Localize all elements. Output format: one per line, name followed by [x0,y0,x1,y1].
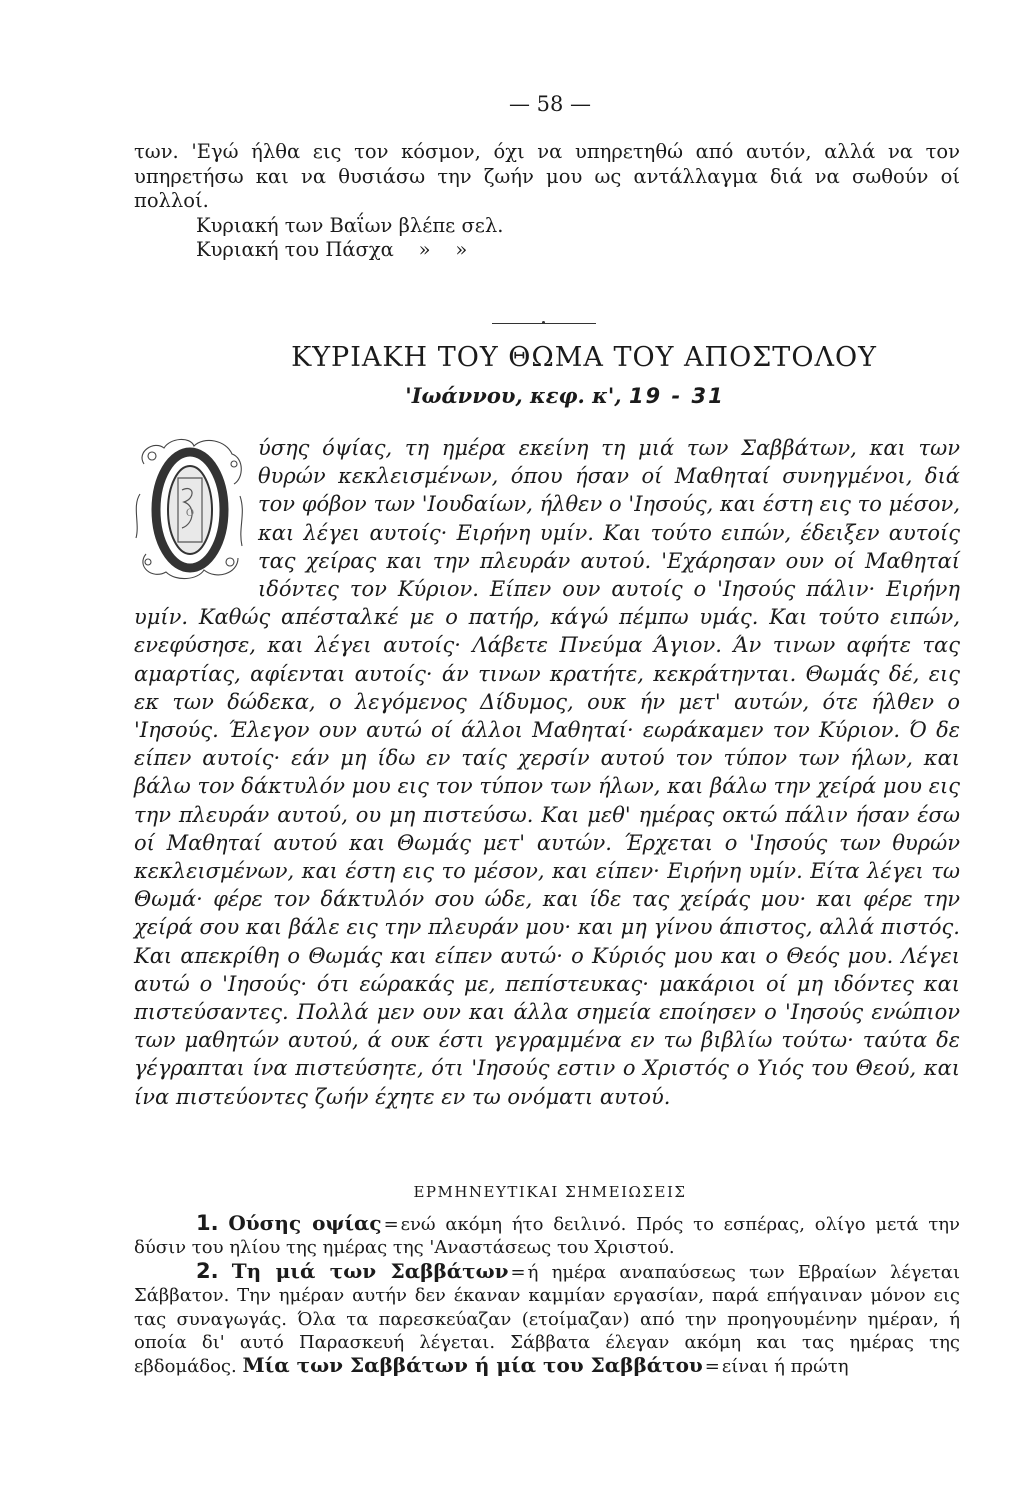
note-text: ή ημέρα αναπαύσεως των Εβραίων λέγεται Σάββατον. Την ημέραν αυτήν δεν έκαναν καμμίαν εργασίαν, παρά επήγαιναν μόνον εις τας συναγωγάς. Όλα τα παρεσκεύαζαν (ετοίμαζαν) από την προηγουμένην ημέραν, ή οποία δι' αυτό Παρασκευή λέγεται. Σάββατα έλεγαν ακόμη και τας ημέρας της εβδομάδος. [134,1261,960,1378]
section-title: ΚΥΡΙΑΚΗ ΤΟΥ ΘΩΜΑ ΤΟΥ ΑΠΟΣΤΟΛΟΥ [291,342,877,373]
note-term: Τη μιά των Σαββάτων [231,1258,509,1283]
note-text: ενώ ακόμη ήτο δειλινό. Πρός το εσπέρας, ολίγο μετά την δύσιν του ηλίου της ημέρας της 'Αναστάσεως του Χριστού. [134,1214,961,1259]
note-term-secondary: Μία των Σαββάτων ή μία του Σαββάτου [242,1353,703,1378]
drop-initial-letter: Ο [185,508,195,519]
explanatory-notes [134,1212,960,1379]
note-item: 2. Τη μιά των Σαββάτων = ή ημέρα αναπαύσεως των Εβραίων λέγεται Σάββατον. Την ημέραν αυτήν δεν έκαναν καμμίαν εργασίαν, παρά επήγαιναν μόνον εις τας συναγωγάς. Όλα τα παρεσκεύαζαν (ετοίμαζαν) από την προηγουμένην ημέραν, ή οποία δι' αυτό Παρασκευή λέγεται. Σάββατα έλεγαν ακόμη και τας ημέρας της εβδομάδος. Μία των Σαββάτων ή μία του Σαββάτου = είναι ή πρώτη [134,1258,960,1378]
section-divider [492,323,596,324]
note-number: 1. [196,1211,219,1235]
gospel-text: ύσης όψίας, τη ημέρα εκείνη τη μιά των Σαββάτων, και των θυρών κεκλεισμένων, όπου ήσαν οί Μαθηταί συνηγμένοι, διά τον φόβον των 'Ιουδαίων, ήλθεν ο 'Ιησούς, και έστη εις το μέσον, και λέγει αυτοίς· Ειρήνη υμίν. Και τούτο ειπών, έδειξεν αυτοίς τας χείρας και την πλευράν αυτού. 'Εχάρησαν ουν οί Μαθηταί ιδόντες τον Κύριον. Είπεν ουν αυτοίς ο 'Ιησούς πάλιν· Ειρήνη υμίν. Καθώς απέσταλκέ με ο πατήρ, κάγώ πέμπω υμάς. Και τούτο ειπών, ενεφύσησε, και λέγει αυτοίς· Λάβετε Πνεύμα Άγιον. Άν τινων αφήτε τας αμαρτίας, αφίενται αυτοίς· άν τινων κρατήτε, κεκράτηνται. Θωμάς δέ, εις εκ των δώδεκα, ο λεγόμενος Δίδυμος, ουκ ήν μετ' αυτών, ότε ήλθεν ο 'Ιησούς. Έλεγον ουν αυτώ οί άλλοι Μαθηταί· εωράκαμεν τον Κύριον. Ό δε είπεν αυτοίς· εάν μη ίδω εν ταίς χερσίν αυτού τον τύπον των ήλων, και βάλω τον δάκτυλόν μου εις τον τύπον των ήλων, και βάλω την χείρά μου εις την πλευράν αυτού, ου μη πιστεύσω. Και μεθ' ημέρας οκτώ πάλιν ήσαν έσω οί Μαθηταί αυτού και Θωμάς μετ' αυτών. Έρχεται ο 'Ιησούς των θυρών κεκλεισμένων, και έστη εις το μέσον, και είπεν· Ειρήνη υμίν. Είτα λέγει τω Θωμά· φέρε τον δάκτυλόν σου ώδε, και ίδε τας χείράς μου· και φέρε την χείρά σου και βάλε εις την πλευράν μου· και μη γίνου άπιστος, αλλά πιστός. Και απεκρίθη ο Θωμάς και είπεν αυτώ· ο Κύριός μου και ο Θεός μου. Λέγει αυτώ ο 'Ιησούς· ότι εώρακάς με, πεπίστευκας· μακάριοι οί μη ιδόντες και πιστεύσαντες. Πολλά μεν ουν και άλλα σημεία εποίησεν ο 'Ιησούς ενώπιον των μαθητών αυτού, ά ουκ έστι γεγραμμένα εν τω βιβλίω τούτω· ταύτα δε γέγραπται ίνα πιστεύσητε, ότι 'Ιησούς εστιν ο Χριστός ο Υιός του Θεού, και ίνα πιστεύοντες ζωήν έχητε εν τω ονόματι αυτού. [134,436,960,1109]
intro-paragraph: των. 'Εγώ ήλθα εις τον κόσμον, όχι να υπηρετηθώ από αυτόν, αλλά να τον υπηρετήσω και να θυσιάσω την ζωήν μου ως αντάλλαγμα διά να σωθούν οί πολλοί. [134,140,960,212]
cross-reference-2: Κυριακή του Πάσχα » » [196,238,468,261]
scripture-reference [305,383,825,408]
reference-book: 'Ιωάννου, κεφ. κ', [405,383,622,408]
cross-reference-1: Κυριακή των Βαΐων βλέπε σελ. [196,213,504,237]
reference-verses: 19 - 31 [628,384,725,408]
intro-block [134,140,960,263]
note-number: 2. [196,1258,219,1283]
gospel-reading [134,434,960,1111]
page-number: — 58 — [508,92,592,116]
notes-heading: ΕΡΜΗΝΕΥΤΙΚΑΙ ΣΗΜΕΙΩΣΕΙΣ [413,1183,687,1201]
note-term: Ούσης οψίας [228,1211,382,1235]
note-text-secondary: είναι ή πρώτη [721,1356,849,1378]
note-item: 1. Ούσης οψίας = ενώ ακόμη ήτο δειλινό. Πρός το εσπέρας, ολίγο μετά την δύσιν του ηλίου της ημέρας της 'Αναστάσεως του Χριστού. [134,1211,961,1259]
